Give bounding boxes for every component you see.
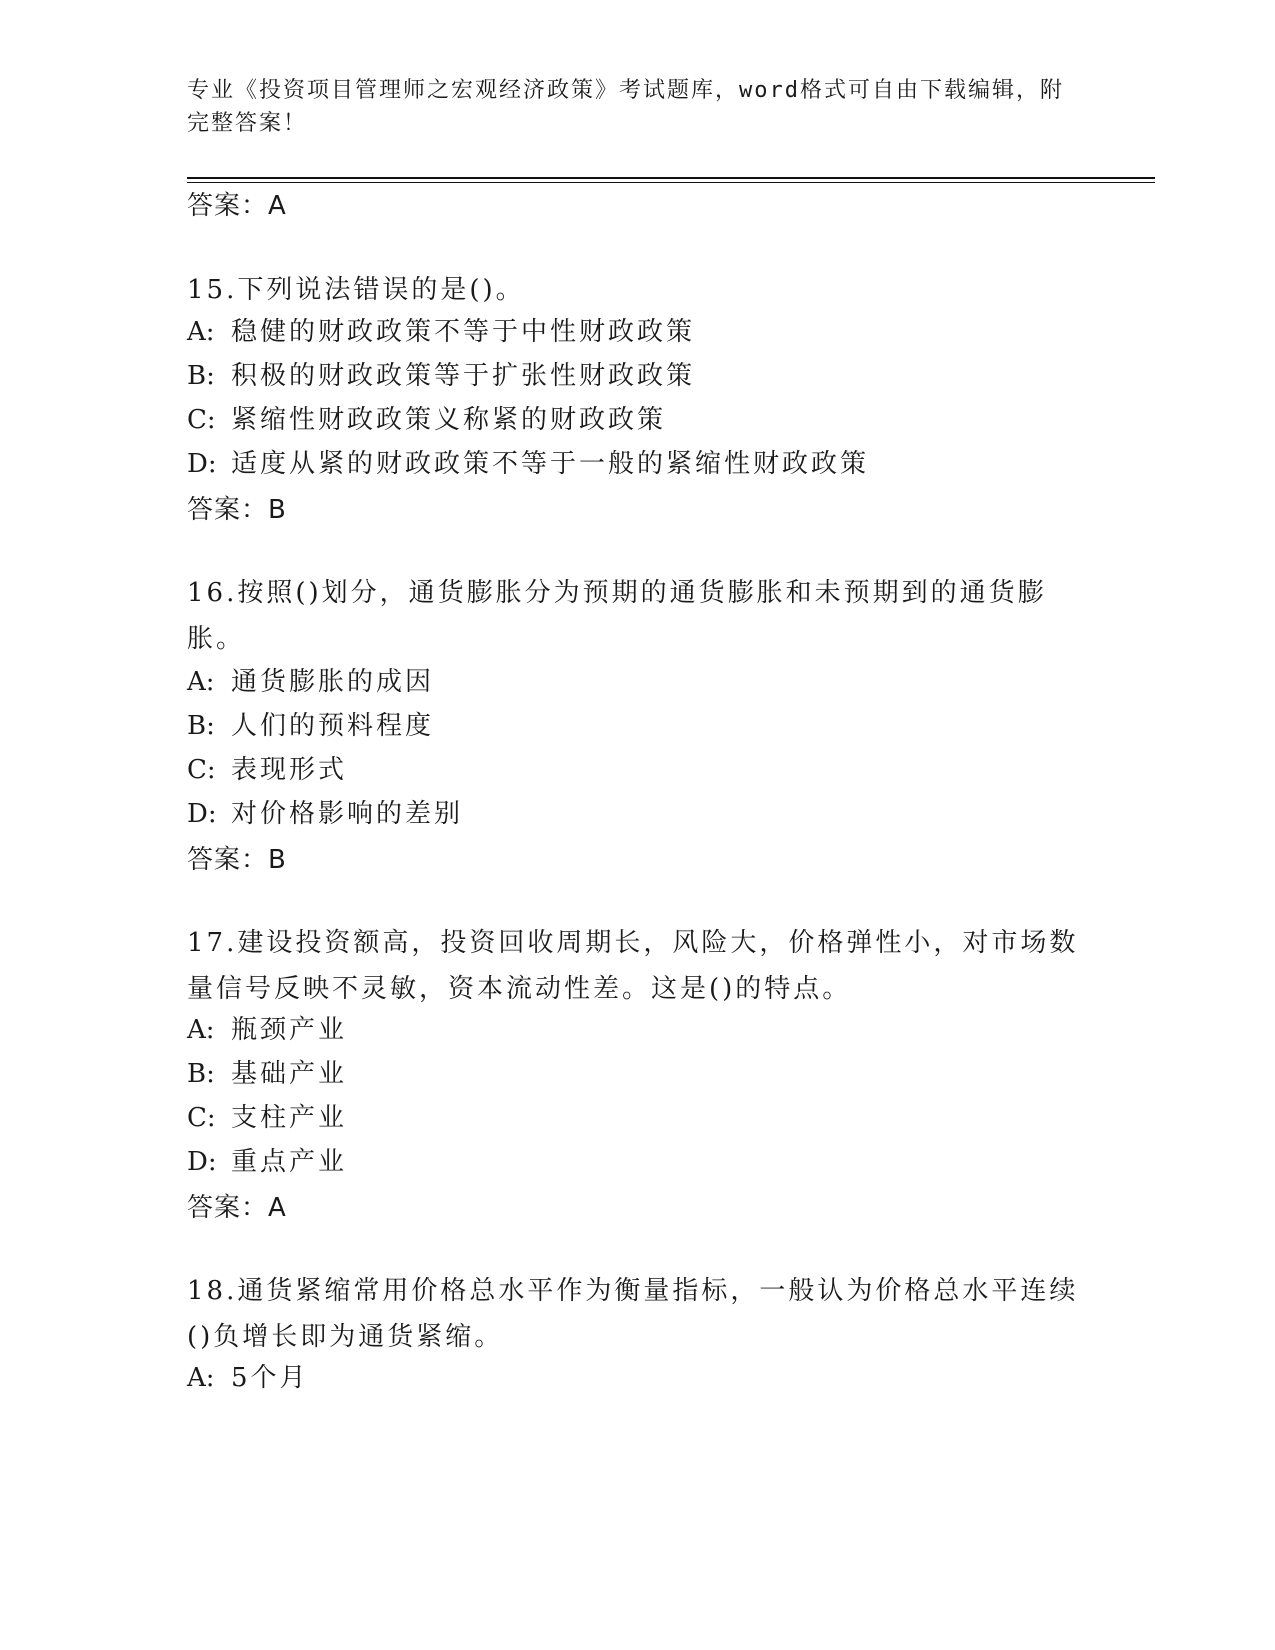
question-15-text: 15.下列说法错误的是()。 [187,275,525,305]
answer-15: 答案：B [187,495,287,525]
option-text: 5个月 [231,1363,309,1393]
question-17-option-b [187,1058,347,1090]
answer-16: 答案：B [187,845,287,875]
option-letter: C: [187,405,216,435]
answer-17: 答案：A [187,1193,287,1223]
option-letter: B: [187,711,215,741]
question-18-text: 18.通货紧缩常用价格总水平作为衡量指标，一般认为价格总水平连续()负增长即为通货紧缩。 [187,1276,1079,1352]
question-17-option-c [187,1102,347,1134]
option-text: 稳健的财政政策不等于中性财政政策 [231,317,696,347]
option-text: 人们的预料程度 [231,711,435,741]
question-18-option-a [187,1362,309,1394]
question-15-option-b [187,360,695,392]
option-letter: A: [187,667,215,697]
question-15-option-a [187,316,695,348]
question-16-text: 16.按照()划分，通货膨胀分为预期的通货膨胀和未预期到的通货膨胀。 [187,578,1047,654]
option-text: 积极的财政政策等于扩张性财政政策 [231,361,696,391]
option-text: 适度从紧的财政政策不等于一般的紧缩性财政政策 [231,449,870,479]
option-letter: D: [187,799,217,829]
header-rule-thick [187,177,1155,179]
option-letter: A: [187,317,215,347]
option-letter: B: [187,361,215,391]
document-header: 专业《投资项目管理师之宏观经济政策》考试题库，word格式可自由下载编辑，附完整答案！ [187,78,1064,136]
question-15-option-c [187,404,666,436]
question-17-option-d [187,1146,347,1178]
option-text: 基础产业 [231,1059,348,1089]
option-letter: A: [187,1363,215,1393]
option-text: 重点产业 [231,1147,348,1177]
question-16-option-d [187,798,463,830]
option-text: 紧缩性财政政策义称紧的财政政策 [231,405,667,435]
question-15-option-d [187,448,869,480]
option-letter: B: [187,1059,215,1089]
option-text: 支柱产业 [231,1103,348,1133]
option-text: 瓶颈产业 [231,1015,348,1045]
question-16-option-c [187,754,347,786]
option-letter: C: [187,1103,216,1133]
answer-14: 答案：A [187,191,287,221]
option-letter: D: [187,1147,217,1177]
question-17-option-a [187,1014,347,1046]
question-16-option-a [187,666,434,698]
question-17-text: 17.建设投资额高，投资回收周期长，风险大，价格弹性小，对市场数量信号反映不灵敏，资本流动性差。这是()的特点。 [187,928,1079,1004]
option-text: 表现形式 [231,755,348,785]
option-text: 对价格影响的差别 [231,799,464,829]
header-rule-thin [187,182,1155,183]
option-letter: C: [187,755,216,785]
option-letter: D: [187,449,217,479]
option-letter: A: [187,1015,215,1045]
option-text: 通货膨胀的成因 [231,667,435,697]
question-16-option-b [187,710,434,742]
